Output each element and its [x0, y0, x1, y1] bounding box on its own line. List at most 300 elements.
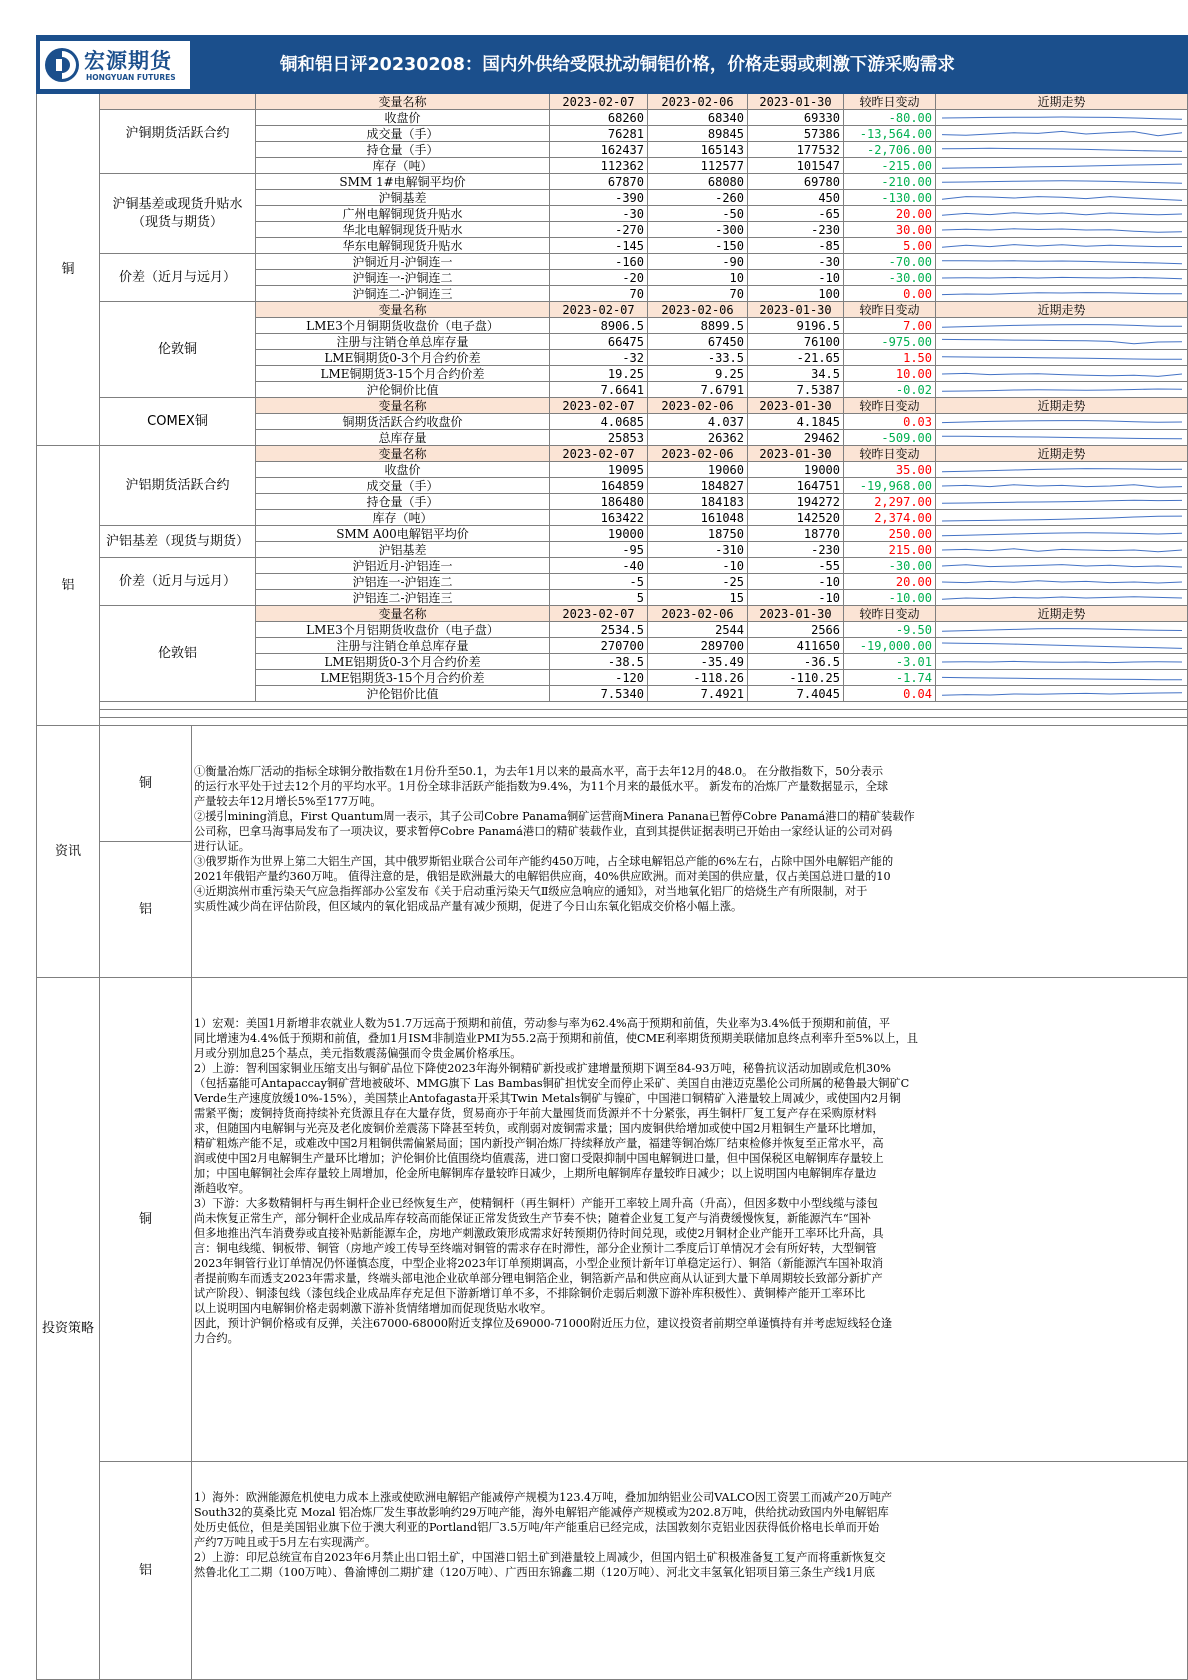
value-date-3: 142520 — [748, 510, 844, 526]
value-date-1: 164859 — [550, 478, 648, 494]
value-date-3: 19000 — [748, 462, 844, 478]
strategy-line: 力合约。 — [194, 1332, 239, 1345]
value-date-3: -30 — [748, 254, 844, 270]
change-value: -30.00 — [844, 558, 936, 574]
header-trend: 近期走势 — [936, 398, 1188, 414]
trend-cell — [936, 478, 1188, 494]
sparkline-path — [942, 469, 1182, 472]
news-line: 进行认证。 — [194, 840, 250, 853]
trend-cell — [936, 654, 1188, 670]
sparkline — [942, 160, 1182, 172]
strategy-line: 2）上游：智利国家铜业压缩支出与铜矿品位下降使2023年海外铜精矿新投或扩建增量预期下调至84-93万吨，秘鲁抗议活动加剧或危机30% — [194, 1062, 891, 1075]
change-value: 7.00 — [844, 318, 936, 334]
change-value: -3.01 — [844, 654, 936, 670]
sparkline-path — [942, 131, 1182, 135]
strategy-line: 3）下游：大多数精铜杆与再生铜杆企业已经恢复生产，使精铜杆（再生铜杆）产能开工率较上周升高（升高），但因多数中小型线缆与漆包 — [194, 1197, 878, 1210]
sparkline-path — [942, 629, 1182, 632]
value-date-2: 70 — [648, 286, 748, 302]
trend-cell — [936, 462, 1188, 478]
group-al-basis: 沪铝基差（现货与期货） — [100, 526, 256, 558]
value-date-1: 2534.5 — [550, 622, 648, 638]
change-value: 2,374.00 — [844, 510, 936, 526]
sparkline — [942, 560, 1182, 572]
sparkline — [942, 656, 1182, 668]
sparkline-path — [942, 164, 1182, 168]
row-label: 沪伦铜价比值 — [256, 382, 550, 398]
value-date-1: -20 — [550, 270, 648, 286]
change-value: 1.50 — [844, 350, 936, 366]
row-label: 沪铜连二-沪铜连三 — [256, 286, 550, 302]
logo-text-cn: 宏源期货 — [84, 49, 172, 73]
row-label: 广州电解铜现货升贴水 — [256, 206, 550, 222]
change-value: -215.00 — [844, 158, 936, 174]
strategy-line: 同比增速为4.4%低于预期和前值，叠加1月ISM非制造业PMI为55.2高于预期和前值，使CME利率期货预期美联储加息终点利率升至5%以上，且 — [194, 1032, 918, 1045]
strategy-line: 需紧平衡；废铜持货商持续补充货源且存在大量存货，贸易商亦于年前大量囤货而货源并不十分紧张，再生铜杆厂复工复产存在采购原材料 — [194, 1107, 877, 1120]
value-date-1: -160 — [550, 254, 648, 270]
header-var-name: 变量名称 — [256, 302, 550, 318]
sparkline-path — [942, 325, 1182, 328]
news-line: 实质性减少尚在评估阶段，但区域内的氧化铝成品产量有减少预期，促进了今日山东氧化铝成交价格小幅上涨。 — [194, 900, 743, 913]
strategy-line: 2023年铜管行业订单情况仍怀谨慎态度，中型企业将2023年订单预期调高，小型企业预计新年订单稳定运行）、铜箔（新能源汽车国补取消 — [194, 1257, 884, 1270]
strategy-line: （包括嘉能可Antapaccay铜矿营地被破坏、MMG旗下 Las Bambas铜矿担忧安全而停止采矿、美国自由港迈克墨伦公司所属的秘鲁最大铜矿C — [194, 1077, 910, 1090]
sparkline — [942, 496, 1182, 508]
value-date-2: -35.49 — [648, 654, 748, 670]
header-date-2: 2023-02-06 — [648, 606, 748, 622]
value-date-2: 165143 — [648, 142, 748, 158]
trend-cell — [936, 382, 1188, 398]
value-date-3: 7.4045 — [748, 686, 844, 702]
value-date-1: 163422 — [550, 510, 648, 526]
strategy-line: Verde生产速度放缓10%-15%），美国禁止Antofagasta开采其Twin Metals铜矿与镍矿，中国港口铜精矿入港量较上周减少，或使国内2月铜 — [194, 1092, 901, 1105]
sparkline — [942, 688, 1182, 700]
change-value: -1.74 — [844, 670, 936, 686]
value-date-1: 25853 — [550, 430, 648, 446]
change-value: -30.00 — [844, 270, 936, 286]
sparkline — [942, 352, 1182, 364]
news-line: 公司称，巴拿马海事局发布了一项决议，要求暂停Cobre Panamá港口的精矿装载作业，直到其提供证据表明已开始由一家经认证的公司对码 — [194, 825, 893, 838]
change-value: -975.00 — [844, 334, 936, 350]
value-date-3: 450 — [748, 190, 844, 206]
value-date-2: 68340 — [648, 110, 748, 126]
value-date-1: -40 — [550, 558, 648, 574]
strategy-aluminum-label: 铝 — [100, 1462, 192, 1680]
sparkline — [942, 320, 1182, 332]
value-date-3: -21.65 — [748, 350, 844, 366]
strategy-copper-body — [192, 978, 1188, 1462]
spacer-row — [100, 718, 1188, 726]
value-date-1: -32 — [550, 350, 648, 366]
change-value: 10.00 — [844, 366, 936, 382]
header-date-1: 2023-02-07 — [550, 446, 648, 462]
sparkline-path — [942, 436, 1182, 439]
row-label: 收盘价 — [256, 462, 550, 478]
value-date-1: 7.6641 — [550, 382, 648, 398]
header-change: 较昨日变动 — [844, 606, 936, 622]
strategy-line: 言：铜电线缆、铜板带、铜管（房地产竣工传导至终端对铜管的需求存在时滞性，部分企业预计二季度后订单情况才会有所好转，大型铜管 — [194, 1242, 877, 1255]
strategy-line: South32的莫桑比克 Mozal 铝冶炼厂发生事故影响约29万吨产能，海外电解铝产能减停产规模或为202.8万吨，供给扰动致国内外电解铝库 — [194, 1506, 889, 1519]
trend-cell — [936, 622, 1188, 638]
row-label: 成交量（手） — [256, 478, 550, 494]
trend-cell — [936, 670, 1188, 686]
value-date-2: 15 — [648, 590, 748, 606]
change-value: 0.00 — [844, 286, 936, 302]
section-aluminum: 铝 — [36, 446, 100, 726]
value-date-2: 18750 — [648, 526, 748, 542]
sparkline-path — [942, 677, 1182, 679]
sparkline-path — [942, 565, 1182, 567]
header-date-1: 2023-02-07 — [550, 94, 648, 110]
strategy-line: 试产阶段）、铜漆包线（漆包线企业成品库存充足但下游新增订单不多，不排除铜价走弱后刺激下游补库积极性）、黄铜棒产能开工率环比 — [194, 1287, 866, 1300]
row-label: LME3个月铝期货收盘价（电子盘） — [256, 622, 550, 638]
strategy-line: 1）宏观：美国1月新增非农就业人数为51.7万远高于预期和前值，劳动参与率为62.4%高于预期和前值，失业率为3.4%低于预期和前值，平 — [194, 1017, 891, 1030]
header-date-3: 2023-01-30 — [748, 302, 844, 318]
sparkline-path — [942, 485, 1182, 487]
sparkline — [942, 528, 1182, 540]
value-date-3: 18770 — [748, 526, 844, 542]
strategy-line: 者提前购车而透支2023年需求量，终端头部电池企业砍单部分锂电铜箔企业，铜箔新产品和供应商从认证到大量下单周期较长致部分新扩产 — [194, 1272, 883, 1285]
value-date-1: 70 — [550, 286, 648, 302]
strategy-line: 润或使中国2月电解铜生产量环比增加；沪伦铜价比值围绕均值震荡，进口窗口受限抑制中国电解铜进口量，但中国保税区电解铜库存量较上 — [194, 1152, 884, 1165]
value-date-2: 184183 — [648, 494, 748, 510]
sparkline-path — [942, 213, 1182, 215]
trend-cell — [936, 126, 1188, 142]
header-var-name: 变量名称 — [256, 398, 550, 414]
sparkline — [942, 464, 1182, 476]
change-value: 20.00 — [844, 206, 936, 222]
value-date-2: 184827 — [648, 478, 748, 494]
row-label: 沪铝连一-沪铝连二 — [256, 574, 550, 590]
sparkline — [942, 240, 1182, 252]
trend-cell — [936, 254, 1188, 270]
sparkline-path — [942, 533, 1182, 536]
company-logo — [40, 41, 190, 89]
change-value: 0.03 — [844, 414, 936, 430]
sparkline — [942, 592, 1182, 604]
sparkline-path — [942, 245, 1182, 248]
value-date-3: 29462 — [748, 430, 844, 446]
value-date-2: -33.5 — [648, 350, 748, 366]
sparkline — [942, 192, 1182, 204]
header-trend: 近期走势 — [936, 606, 1188, 622]
value-date-3: 2566 — [748, 622, 844, 638]
sparkline — [942, 416, 1182, 428]
strategy-line: 加；中国电解铜社会库存量较上周增加，伦金所电解铜库存量较昨日减少，上期所电解铜库存量较昨日减少；以上说明国内电解铜库存量边 — [194, 1167, 877, 1180]
row-label: SMM A00电解铝平均价 — [256, 526, 550, 542]
sparkline — [942, 256, 1182, 268]
sparkline-path — [942, 197, 1182, 201]
strategy-line: 2）上游：印尼总统宣布自2023年6月禁止出口铝土矿，中国港口铝土矿到港量较上周减少，但国内铝土矿积极准备复工复产而将重新恢复交 — [194, 1551, 886, 1564]
header-date-2: 2023-02-06 — [648, 398, 748, 414]
value-date-2: 19060 — [648, 462, 748, 478]
value-date-2: 89845 — [648, 126, 748, 142]
strategy-copper-label: 铜 — [100, 978, 192, 1462]
value-date-1: 7.5340 — [550, 686, 648, 702]
value-date-3: -10 — [748, 574, 844, 590]
sparkline — [942, 208, 1182, 220]
sparkline-path — [942, 148, 1182, 151]
value-date-3: -10 — [748, 590, 844, 606]
change-value: -0.02 — [844, 382, 936, 398]
group-cu-futures: 沪铜期货活跃合约 — [100, 94, 256, 174]
value-date-1: 186480 — [550, 494, 648, 510]
spacer-row — [100, 702, 1188, 710]
news-copper-label: 铜 — [100, 726, 192, 842]
strategy-line: 以上说明国内电解铜价格走弱刺激下游补货情绪增加而促现货贴水收窄。 — [194, 1302, 553, 1315]
row-label: LME铝期货3-15个月合约价差 — [256, 670, 550, 686]
sparkline — [942, 432, 1182, 444]
row-label: 铜期货活跃合约收盘价 — [256, 414, 550, 430]
value-date-1: 19095 — [550, 462, 648, 478]
value-date-2: 2544 — [648, 622, 748, 638]
value-date-1: -270 — [550, 222, 648, 238]
header-change: 较昨日变动 — [844, 302, 936, 318]
group-cu-lme: 伦敦铜 — [100, 302, 256, 398]
value-date-2: -25 — [648, 574, 748, 590]
sparkline — [942, 176, 1182, 188]
row-label: 收盘价 — [256, 110, 550, 126]
trend-cell — [936, 286, 1188, 302]
header-var-name: 变量名称 — [256, 606, 550, 622]
trend-cell — [936, 686, 1188, 702]
change-value: -80.00 — [844, 110, 936, 126]
sparkline — [942, 384, 1182, 396]
row-label: 库存（吨） — [256, 158, 550, 174]
change-value: -2,706.00 — [844, 142, 936, 158]
trend-cell — [936, 222, 1188, 238]
value-date-3: -230 — [748, 222, 844, 238]
row-label: 库存（吨） — [256, 510, 550, 526]
trend-cell — [936, 430, 1188, 446]
value-date-2: -150 — [648, 238, 748, 254]
trend-cell — [936, 174, 1188, 190]
value-date-2: 161048 — [648, 510, 748, 526]
group-al-spread: 价差（近月与远月） — [100, 558, 256, 606]
trend-cell — [936, 350, 1188, 366]
value-date-3: -85 — [748, 238, 844, 254]
sparkline — [942, 512, 1182, 524]
value-date-1: -120 — [550, 670, 648, 686]
value-date-2: 10 — [648, 270, 748, 286]
row-label: 沪铝连二-沪铝连三 — [256, 590, 550, 606]
header-var-name: 变量名称 — [256, 94, 550, 110]
news-line: 产量较去年12月增长5%至177万吨。 — [194, 795, 382, 808]
change-value: 215.00 — [844, 542, 936, 558]
trend-cell — [936, 110, 1188, 126]
sparkline — [942, 672, 1182, 684]
change-value: 35.00 — [844, 462, 936, 478]
trend-cell — [936, 414, 1188, 430]
change-value: -509.00 — [844, 430, 936, 446]
sparkline-path — [942, 293, 1182, 295]
value-date-3: 411650 — [748, 638, 844, 654]
sparkline-path — [942, 277, 1182, 278]
value-date-3: 69330 — [748, 110, 844, 126]
section-copper: 铜 — [36, 94, 100, 446]
change-value: -10.00 — [844, 590, 936, 606]
value-date-3: 9196.5 — [748, 318, 844, 334]
news-line: ④近期滨州市重污染天气应急指挥部办公室发布《关于启动重污染天气Ⅱ级应急响应的通知》，对当地氧化铝厂的焙烧生产有所限制，对于 — [194, 885, 868, 898]
value-date-3: 100 — [748, 286, 844, 302]
news-aluminum-label: 铝 — [100, 842, 192, 978]
news-line: 2021年俄铝产量约360万吨。 值得注意的是，俄铝是欧洲最大的电解铝供应商，40%供应欧洲。而对美国的供应量，仅占美国总进口量的10 — [194, 870, 891, 883]
value-date-3: 7.5387 — [748, 382, 844, 398]
sparkline-path — [942, 643, 1182, 648]
row-label: 沪铝基差 — [256, 542, 550, 558]
report-title: 铜和铝日评20230208：国内外供给受限扰动铜铝价格，价格走弱或刺激下游采购需求 — [280, 55, 955, 75]
row-label: 华北电解铜现货升贴水 — [256, 222, 550, 238]
header-change: 较昨日变动 — [844, 398, 936, 414]
header-date-3: 2023-01-30 — [748, 446, 844, 462]
change-value: 30.00 — [844, 222, 936, 238]
row-label: LME铜期货0-3个月合约价差 — [256, 350, 550, 366]
value-date-3: 164751 — [748, 478, 844, 494]
hongyuan-logo-icon — [44, 47, 80, 83]
sparkline — [942, 544, 1182, 556]
sparkline — [942, 144, 1182, 156]
row-label: 沪伦铝价比值 — [256, 686, 550, 702]
trend-cell — [936, 270, 1188, 286]
sparkline — [942, 624, 1182, 636]
row-label: 持仓量（手） — [256, 142, 550, 158]
value-date-2: -90 — [648, 254, 748, 270]
value-date-1: -95 — [550, 542, 648, 558]
row-label: 沪铜基差 — [256, 190, 550, 206]
trend-cell — [936, 510, 1188, 526]
row-label: 总库存量 — [256, 430, 550, 446]
sparkline-path — [942, 581, 1182, 583]
change-value: -70.00 — [844, 254, 936, 270]
value-date-1: -30 — [550, 206, 648, 222]
header-date-2: 2023-02-06 — [648, 94, 748, 110]
sparkline-path — [942, 661, 1182, 662]
strategy-line: 求，但随国内电解铜与光亮及老化废铜价差震荡下降甚至转负，或削弱对废铜需求量；国内废铜供给增加或使中国2月粗铜生产量环比增加， — [194, 1122, 884, 1135]
strategy-line: 渐趋收窄。 — [194, 1182, 250, 1195]
value-date-3: 177532 — [748, 142, 844, 158]
row-label: 成交量（手） — [256, 126, 550, 142]
value-date-1: -38.5 — [550, 654, 648, 670]
value-date-2: 112577 — [648, 158, 748, 174]
change-value: -19,000.00 — [844, 638, 936, 654]
change-value: -19,968.00 — [844, 478, 936, 494]
change-value: -210.00 — [844, 174, 936, 190]
logo-text-en: HONGYUAN FUTURES — [86, 73, 176, 82]
row-label: LME3个月铜期货收盘价（电子盘） — [256, 318, 550, 334]
row-label: LME铜期货3-15个月合约价差 — [256, 366, 550, 382]
value-date-3: -230 — [748, 542, 844, 558]
trend-cell — [936, 526, 1188, 542]
header-date-1: 2023-02-07 — [550, 606, 648, 622]
header-change: 较昨日变动 — [844, 94, 936, 110]
value-date-3: 34.5 — [748, 366, 844, 382]
sparkline — [942, 128, 1182, 140]
trend-cell — [936, 558, 1188, 574]
value-date-1: -5 — [550, 574, 648, 590]
change-value: -9.50 — [844, 622, 936, 638]
sparkline — [942, 336, 1182, 348]
row-label: 沪铝近月-沪铝连一 — [256, 558, 550, 574]
value-date-1: 19.25 — [550, 366, 648, 382]
sparkline-path — [942, 549, 1182, 552]
value-date-2: 4.037 — [648, 414, 748, 430]
sparkline — [942, 272, 1182, 284]
change-value: 2,297.00 — [844, 494, 936, 510]
value-date-2: -310 — [648, 542, 748, 558]
header-date-1: 2023-02-07 — [550, 302, 648, 318]
sparkline — [942, 480, 1182, 492]
sparkline — [942, 640, 1182, 652]
trend-cell — [936, 542, 1188, 558]
trend-cell — [936, 574, 1188, 590]
header-date-3: 2023-01-30 — [748, 606, 844, 622]
sparkline-path — [942, 229, 1182, 232]
sparkline-path — [942, 421, 1182, 423]
header-date-1: 2023-02-07 — [550, 398, 648, 414]
value-date-2: 26362 — [648, 430, 748, 446]
strategy-line: 因此，预计沪铜价格或有反弹，关注67000-68000附近支撑位及69000-71000附近压力位，建议投资者前期空单谨慎持有并考虑短线轻仓逢 — [194, 1317, 893, 1330]
group-cu-basis: 沪铜基差或现货升贴水（现货与期货） — [100, 174, 256, 254]
change-value: 5.00 — [844, 238, 936, 254]
trend-cell — [936, 494, 1188, 510]
value-date-3: 194272 — [748, 494, 844, 510]
trend-cell — [936, 206, 1188, 222]
sparkline-path — [942, 389, 1182, 391]
value-date-2: 67450 — [648, 334, 748, 350]
value-date-3: -10 — [748, 270, 844, 286]
header-trend: 近期走势 — [936, 302, 1188, 318]
value-date-1: 162437 — [550, 142, 648, 158]
value-date-1: -390 — [550, 190, 648, 206]
header-date-3: 2023-01-30 — [748, 94, 844, 110]
value-date-3: -110.25 — [748, 670, 844, 686]
header-trend: 近期走势 — [936, 446, 1188, 462]
news-line: ②援引mining消息，First Quantum周一表示，其子公司Cobre Panama铜矿运营商Minera Panana已暂停Cobre Panamá港口的精矿装载作 — [194, 810, 915, 823]
trend-cell — [936, 238, 1188, 254]
value-date-3: -36.5 — [748, 654, 844, 670]
sparkline — [942, 576, 1182, 588]
value-date-3: 69780 — [748, 174, 844, 190]
trend-cell — [936, 190, 1188, 206]
sparkline-path — [942, 693, 1182, 695]
value-date-1: 66475 — [550, 334, 648, 350]
row-label: 沪铜连一-沪铜连二 — [256, 270, 550, 286]
value-date-3: 4.1845 — [748, 414, 844, 430]
sparkline — [942, 288, 1182, 300]
sparkline-path — [942, 339, 1182, 343]
trend-cell — [936, 366, 1188, 382]
value-date-2: -118.26 — [648, 670, 748, 686]
value-date-2: -50 — [648, 206, 748, 222]
strategy-line: 产约7万吨且或于5月左右实现满产。 — [194, 1536, 377, 1549]
row-label: 华东电解铜现货升贴水 — [256, 238, 550, 254]
strategy-line: 尚未恢复正常生产，部分铜杆企业成品库存较高而能保证正常发货致生产节奏不快；随着企业复工复产与消费缓慢恢复，新能源汽车“国补 — [194, 1212, 871, 1225]
news-line: ③俄罗斯作为世界上第二大铝生产国，其中俄罗斯铝业联合公司年产能约450万吨，占全球电解铝总产能的6%左右，占除中国外电解铝产能的 — [194, 855, 894, 868]
strategy-line: 月或分别加息25个基点，美元指数震荡偏强而令贵金属价格承压。 — [194, 1047, 522, 1060]
sparkline — [942, 112, 1182, 124]
sparkline-path — [942, 181, 1182, 183]
section-strategy: 投资策略 — [36, 978, 100, 1680]
value-date-1: 67870 — [550, 174, 648, 190]
value-date-3: 57386 — [748, 126, 844, 142]
section-news: 资讯 — [36, 726, 100, 978]
value-date-1: 76281 — [550, 126, 648, 142]
trend-cell — [936, 590, 1188, 606]
value-date-3: 101547 — [748, 158, 844, 174]
trend-cell — [936, 142, 1188, 158]
sparkline-path — [942, 500, 1182, 503]
news-line: 的运行水平处于过去12个月的平均水平。1月份全球非活跃产能指数为9.4%，为11个月来的最低水平。 新发布的冶炼厂产量数据显示，全球 — [194, 780, 889, 793]
strategy-line: 然鲁北化工二期（100万吨）、鲁渝博创二期扩建（120万吨）、广西田东锦鑫二期（120万吨）、河北文丰氢氧化铝项目第三条生产线1月底 — [194, 1566, 875, 1579]
value-date-2: 7.6791 — [648, 382, 748, 398]
